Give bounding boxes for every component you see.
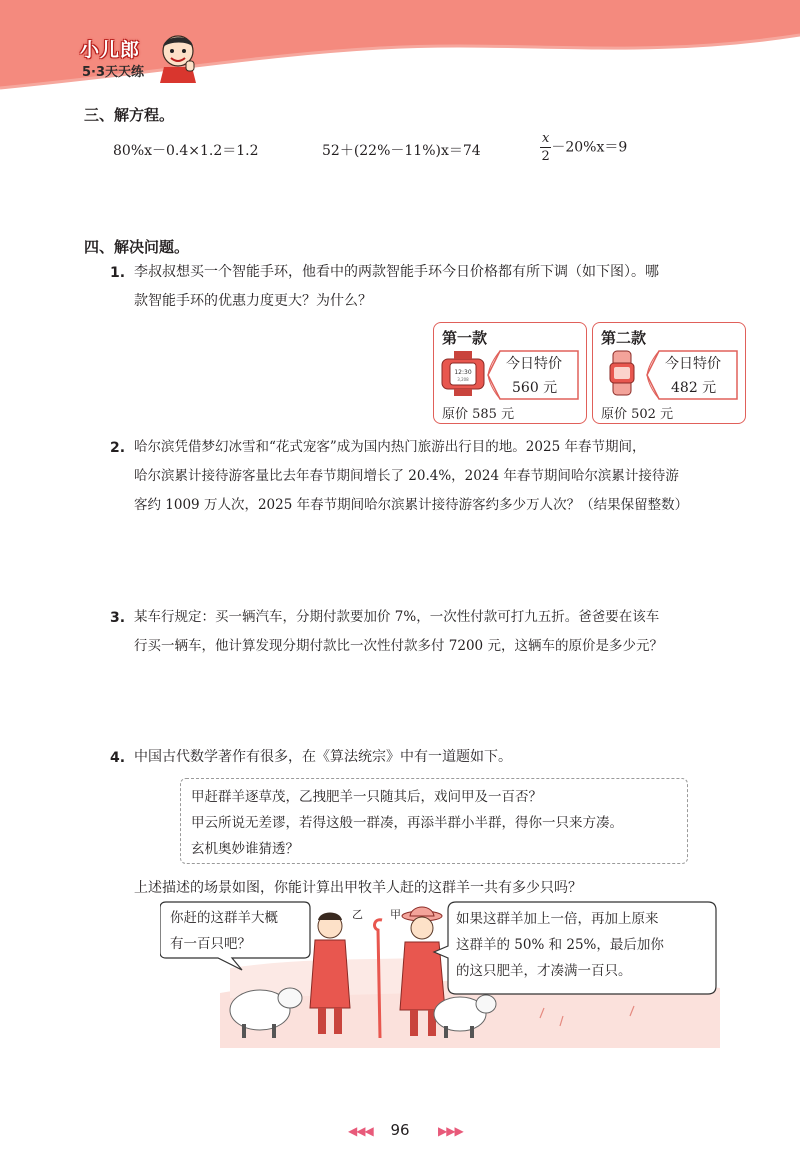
problem-2-line: 客约 1009 万人次，2025 年春节期间哈尔滨累计接待游客约多少万人次？（结果保留整数） [134,497,689,513]
poem-box [180,778,688,864]
equation-1: 80%x－0.4×1.2＝1.2 [113,143,259,159]
equation-3-fraction [540,132,551,163]
product-card-2 [592,322,746,424]
equation-3-rest: －20%x＝9 [551,139,628,156]
equation-3 [540,132,627,163]
prev-page-arrows-icon[interactable]: ◀◀◀ [348,1124,373,1138]
section-3-title: 三、解方程。 [84,106,175,124]
section-4-title: 四、解决问题。 [84,238,190,256]
label-jia: 甲 [390,908,401,921]
problem-2-line: 哈尔滨累计接待游客量比去年春节期间增长了 20.4%，2024 年春节期间哈尔滨累计接待游 [134,468,679,484]
label-yi: 乙 [352,908,363,921]
problem-2-text [134,433,774,520]
product-card-1 [433,322,587,424]
card-2-tag-price: 482 元 [671,380,717,396]
problem-3-line: 某车行规定：买一辆汽车，分期付款要加价 7%，一次性付款可打九五折。爸爸要在该车 [134,609,660,625]
card-1-tag-price: 560 元 [512,380,558,396]
svg-text:3,208: 3,208 [457,377,469,382]
problem-1-line: 款智能手环的优惠力度更大？为什么？ [134,293,372,309]
right-bubble-line: 如果这群羊加上一倍，再加上原来 [456,911,659,927]
problem-4-number: 4. [110,750,126,766]
poem-line: 甲云所说无差谬，若得这般一群凑，再添半群小半群，得你一只来方凑。 [191,815,623,831]
problem-1-line: 李叔叔想买一个智能手环，他看中的两款智能手环今日价格都有所下调（如下图）。哪 [134,264,659,280]
fraction-numerator: x [542,131,550,146]
card-2-original-price: 原价 502 元 [601,407,674,422]
logo-subtitle: 5·3天天练 [82,65,145,80]
card-2-title: 第二款 [601,329,647,347]
brand-logo [78,33,218,89]
card-1-title: 第一款 [442,329,488,347]
right-bubble-line: 的这只肥羊，才凑满一百只。 [456,963,632,979]
next-page-arrows-icon[interactable]: ▶▶▶ [438,1124,463,1138]
left-bubble-line: 你赶的这群羊大概 [170,910,278,926]
fitness-band-icon [599,349,645,397]
problem-1-number: 1. [110,265,126,281]
problem-1-text [134,258,754,316]
problem-2-number: 2. [110,440,126,456]
left-bubble-line: 有一百只吧？ [170,936,251,952]
svg-text:12:30: 12:30 [454,369,472,376]
card-1-tag-label: 今日特价 [506,356,562,372]
equation-2: 52＋(22%－11%)x＝74 [322,143,481,159]
right-bubble-text [456,906,664,984]
page-number: 96 [390,1121,410,1139]
card-1-original-price: 原价 585 元 [442,407,515,422]
fraction-denominator: 2 [541,149,550,164]
logo-title: 小儿郎 [80,39,141,61]
right-bubble-line: 这群羊的 50% 和 25%，最后加你 [456,937,664,953]
problem-2-line: 哈尔滨凭借梦幻冰雪和“花式宠客”成为国内热门旅游出行目的地。2025 年春节期间， [134,439,646,455]
poem-line: 甲赶群羊逐草茂，乙拽肥羊一只随其后，戏问甲及一百否？ [191,789,542,805]
problem-4-text [134,743,754,772]
mascot-icon [156,31,200,83]
card-2-tag-label: 今日特价 [665,356,721,372]
left-bubble-text [170,905,278,957]
problem-3-text [134,603,774,661]
problem-3-line: 行买一辆车，他计算发现分期付款比一次性付款多付 7200 元，这辆车的原价是多少元？ [134,638,663,654]
problem-3-number: 3. [110,610,126,626]
smartwatch-icon [440,349,486,397]
problem-4-line: 中国古代数学著作有很多，在《算法统宗》中有一道题如下。 [134,749,512,765]
problem-4-followup: 上述描述的场景如图，你能计算出甲牧羊人赶的这群羊一共有多少只吗？ [134,880,582,896]
poem-line: 玄机奥妙谁猜透？ [191,841,299,857]
